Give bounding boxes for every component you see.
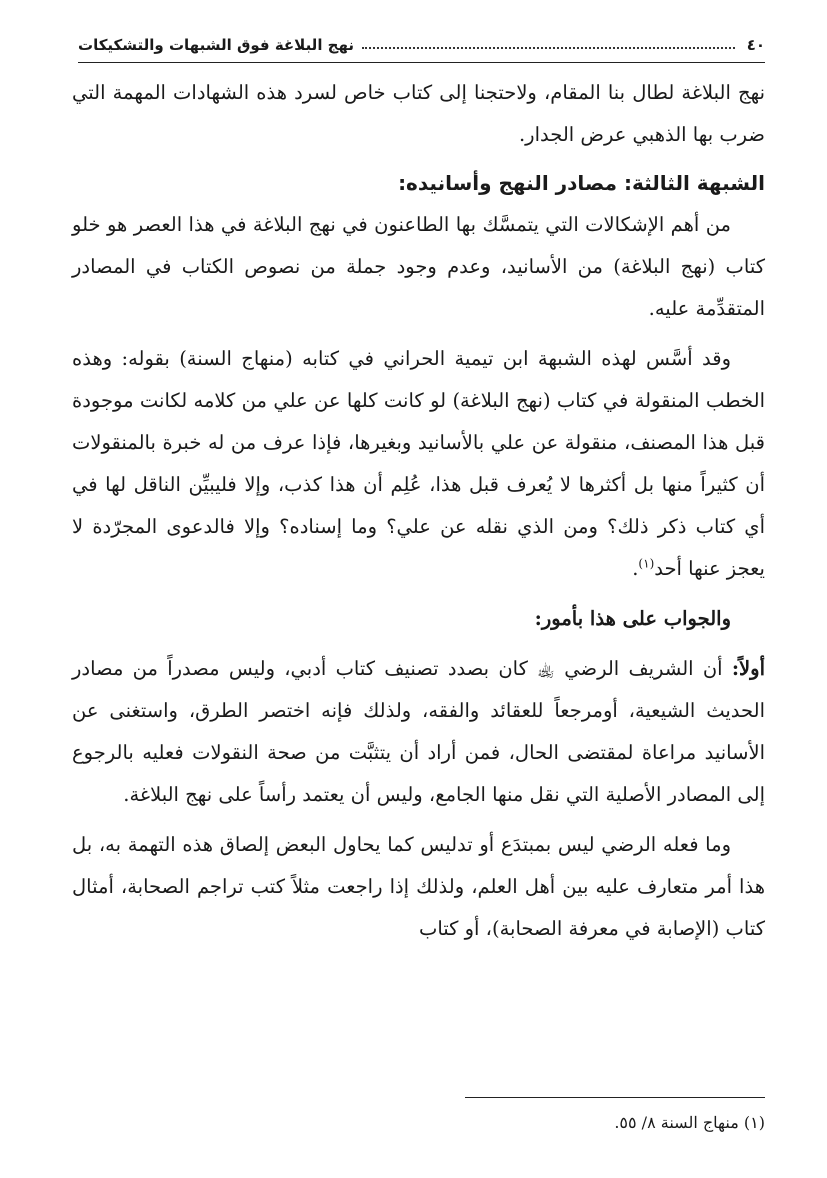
body-text — [72, 72, 765, 950]
footnote: (١) منهاج السنة ٨/ ٥٥. — [614, 1113, 765, 1132]
answer-heading: والجواب على هذا بأمور: — [534, 607, 731, 630]
paragraph-first-point — [72, 648, 765, 816]
footnote-divider — [465, 1097, 765, 1098]
page-number: ٤٠ — [746, 36, 765, 54]
running-title: نهج البلاغة فوق الشبهات والتشكيكات — [78, 36, 355, 54]
quote-text: وقد أسَّس لهذه الشبهة ابن تيمية الحراني في كتابه (منهاج السنة) بقوله: وهذه الخطب المنقولة في كتاب (نهج البلاغة) لو كانت كلها عن علي من كلامه لكانت موجودة قبل هذا المصنف، منقولة عن علي بالأسانيد وبغيرها، فإذا عرف من له خبرة بالمنقولات أن كثيراً منها بل أكثرها لا يُعرف قبل هذا، عُلِم أن هذا كذب، وإلا فليبيِّن الناقل لها في أي كتاب ذكر ذلك؟ ومن الذي نقله عن علي؟ وما إسناده؟ وإلا فالدعوى المجرّدة لا يعجز عنها أحد — [72, 347, 765, 580]
paragraph-intro: من أهم الإشكالات التي يتمسَّك بها الطاعنون في نهج البلاغة في هذا العصر هو خلو كتاب (نهج البلاغة) من الأسانيد، وعدم وجود جملة من نصوص الكتاب في المصادر المتقدِّمة عليه. — [72, 213, 765, 320]
header-dot-leader — [362, 47, 735, 49]
first-point-text: أن الشريف الرضي ﵀ كان بصدد تصنيف كتاب أدبي، وليس مصدراً من مصادر الحديث الشيعية، أومرجعاً للعقائد والفقه، ولذلك فإنه اختصر الطرق، واستغنى عن الأسانيد مراعاة لمقتضى الحال، فمن أراد أن يتثبَّت من صحة النقولات فعليه بالرجوع إلى المصادر الأصلية التي نقل منها الجامع، وليس أن يعتمد رأساً على نهج البلاغة. — [72, 657, 765, 806]
section-heading: الشبهة الثالثة: مصادر النهج وأسانيده: — [398, 171, 765, 195]
paragraph-continuation: نهج البلاغة لطال بنا المقام، ولاحتجنا إلى كتاب خاص لسرد هذه الشهادات المهمة التي ضرب بها الذهبي عرض الجدار. — [72, 81, 765, 146]
first-point-label: أولاً: — [731, 657, 765, 680]
header-divider — [78, 62, 765, 63]
quote-end: . — [632, 557, 639, 580]
paragraph-explanation: وما فعله الرضي ليس بمبتدَع أو تدليس كما يحاول البعض إلصاق هذه التهمة به، بل هذا أمر متعارف عليه بين أهل العلم، ولذلك إذا راجعت مثلاً كتب تراجم الصحابة، أمثال كتاب (الإصابة في معرفة الصحابة)، أو كتاب — [72, 833, 765, 940]
paragraph-quote — [72, 338, 765, 590]
running-header — [78, 30, 765, 60]
footnote-ref[interactable]: (١) — [638, 556, 655, 571]
